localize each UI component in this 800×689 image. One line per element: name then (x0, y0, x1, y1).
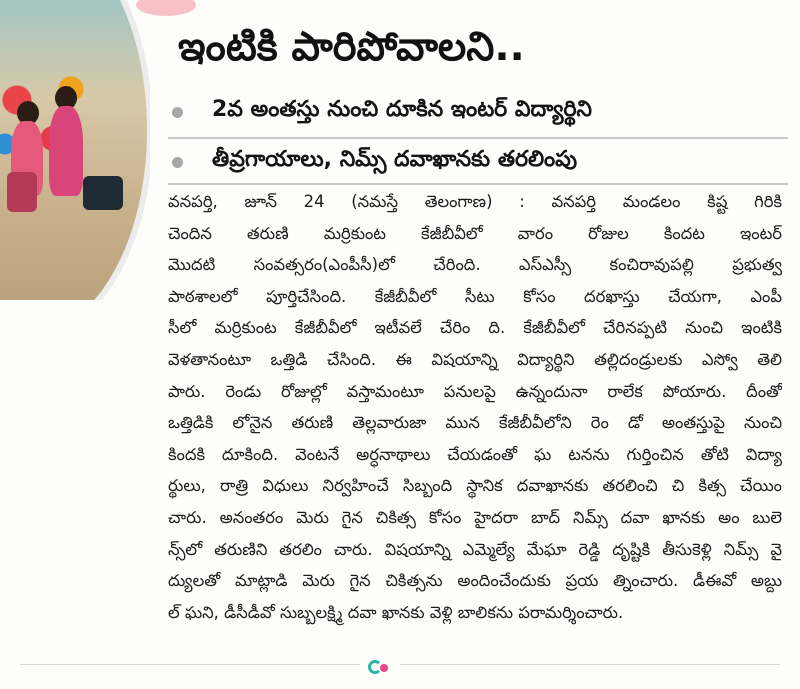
bullet-icon (172, 107, 183, 118)
body-line: న్స్‌లో తరుణిని తరలిం చారు. విషయాన్ని ఎమ్మెల్యే మేఘా రెడ్డి దృష్టికి తీసుకెళ్లి నిమ్స్ వై (168, 539, 782, 559)
body-line: మొదటి సంవత్సరం(ఎంపీసీ)లో చేరింది. ఎస్ఎస్సీ కంచిరావుపల్లి ప్రభుత్వ (168, 255, 782, 275)
highlight-text: తీవ్రగాయాలు, నిమ్స్ దవాఖానకు తరలింపు (212, 147, 578, 172)
body-line: ర్థులు, రాత్రి విధులు నిర్వహించే సిబ్బంది స్థానిక దవాఖానకు తరలించి చి కిత్స చేయిం (168, 476, 782, 496)
body-line: వెళతానంటూ ఒత్తిడి చేసింది. ఈ విషయాన్ని విద్యార్థిని తల్లిదండ్రులకు ఎస్వో తెలి (168, 349, 782, 369)
school-bag (83, 176, 123, 210)
ornament-icon (360, 656, 400, 680)
ornament-dot-icon (380, 664, 388, 672)
body-line: ఒత్తిడికి లోనైన తరుణి తెల్లవారుజా మున కేజీబీవీలోని రెం డో అంతస్తుపై నుంచి (168, 413, 782, 433)
body-line: పాఠశాలలో పూర్తిచేసింది. కేజీబీవీలో సీటు కోసం దరఖాస్తు చేయగా, ఎంపీ (168, 286, 782, 306)
article-body (168, 186, 782, 628)
student-figure (49, 106, 83, 196)
divider (168, 183, 788, 185)
footer-divider (20, 664, 780, 665)
article-photo (0, 0, 150, 300)
headline: ఇంటికి పారిపోవాలని.. (178, 24, 525, 70)
photo-oval-frame (0, 0, 150, 300)
body-line: ద్యులతో మాట్లాడి మెరు గైన చికిత్సను అందించేందుకు ప్రయ త్నించారు. డీఈవో అబ్దు (168, 571, 782, 591)
bullet-icon (172, 157, 183, 168)
divider (168, 137, 788, 139)
body-line: చెందిన తరుణి మర్రికుంట కేజీబీవీలో వారం రోజుల కిందట ఇంటర్ (168, 223, 782, 243)
body-line: సీలో మర్రికుంట కేజీబీవీలో ఇటీవలే చేరిం ది. కేజీబీవీలో చేరినప్పటి నుంచి ఇంటికి (168, 318, 782, 338)
highlight-text: 2వ అంతస్తు నుంచి దూకిన ఇంటర్ విద్యార్థిని (212, 97, 592, 122)
body-line: పారు. రెండు రోజుల్లో వస్తామంటూ పనులపై ఉన్నందునా రాలేక పోయారు. దీంతో (168, 381, 782, 401)
body-line: కిందకి దూకింది. వెంటనే అర్ధనాథాలు చేయడంతో ఘ టనను గుర్తించిన తోటి విద్యా (168, 444, 782, 464)
body-line: చారు. అనంతరం మెరు గైన చికిత్స కోసం హైదరా బాద్ నిమ్స్ దవా ఖానకు అం బులె (168, 507, 782, 527)
school-bag (7, 172, 37, 212)
body-line: వనపర్తి, జూన్ 24 (నమస్తే తెలంగాణ) : వనపర్తి మండలం కిష్ట గిరికి (168, 192, 782, 211)
highlight-item (168, 137, 788, 187)
highlight-item (168, 87, 788, 137)
body-line: ల్ ఘని, డీసీడీవో సుబ్బలక్ష్మి దవా ఖానకు వెళ్లి బాలికను పరామర్శించారు. (168, 602, 624, 622)
